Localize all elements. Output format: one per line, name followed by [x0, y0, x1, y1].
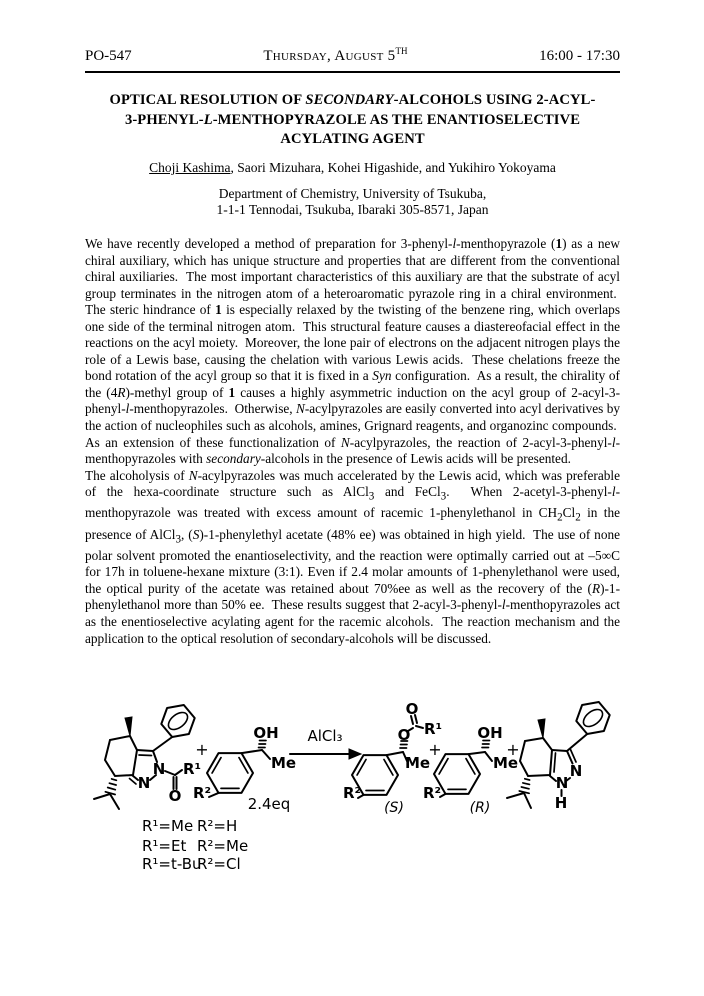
abstract-paragraph-2: The alcoholysis of N-acylpyrazoles was much accelerated by the Lewis acid, which was preferable of the hexa-coordinate structure such as AlCl$_3$ and FeCl$_3$. When 2-acetyl-3-phenyl-l-menthopyrazole was treated with excess amount of racemic 1-phenylethanol in $CH_2Cl_2$ in the presence of AlCl$_3$, (S)-1-phenylethyl acetate (48% ee) was obtained in high yield. The use of none polar solvent promoted the enantioselectivity, and the reaction were optimally carried out at –5∞C for 17h in toluene-hexane mixture (3:1). Even if 2.4 molar amounts of 1-phenylethanol were used, the optical purity of the acetate was retained about 70%ee as well as the recovery of the (R)-1-phenylethanol more than 50% ee. These results suggest that 2-acyl-3-phenyl-l-menthopyrazoles act as the enentioselective acylating agent for the racemic alcohols. The reaction mechanism and the application to the optical resolution of secondary-alcohols will be discussed. — [85, 467, 621, 646]
legend-r2-row2: R²=Me — [197, 837, 249, 855]
me-label: Me — [405, 754, 431, 772]
nh-h-label: H — [554, 794, 568, 812]
legend-r1-row3: R¹=t-Bu — [142, 855, 202, 873]
r-group-legend — [142, 817, 248, 873]
abstract-body — [85, 236, 620, 647]
methyl-wedge — [538, 719, 545, 738]
abstract-paragraph-1: We have recently developed a method of preparation for 3-phenyl-l-menthopyrazole (1) as a new chiral auxiliary, which has unique structure and properties that are different from the conventional chiral auxiliaries. The most important characteristics of this auxiliary are that the substrate of acyl group terminates in the nitrogen atom of a heteroaromatic pyrazole ring in a chiral environment. The steric hindrance of 1 is especially relaxed by the twisting of the benzene ring, which overlaps one side of the terminal nitrogen atom. This structural feature causes a diastereofacial effect in the reactions on the acyl moiety. Moreover, the lone pair of electrons on the adjacent nitrogen plays the role of a Lewis base, causing the chelation with various Lewis acids. These chelations freeze the bond rotation of the acyl group so that it is fixed in a Syn configuration. As a result, the chirality of the (4R)-methyl group of 1 causes a highly asymmetric induction on the acyl group of 2-acyl-3-phenyl-l-menthopyrazoles. Otherwise, N-acylpyrazoles are easily converted into acyl derivatives by the action of nucleophiles such as alcohols, amines, Grignard reagents, and organozinc compounds. As an extension of these functionalization of N-acylpyrazoles, the reaction of 2-acyl-3-phenyl-l-menthopyrazoles with secondary-alcohols in the presence of Lewis acids will be presented. — [85, 236, 620, 467]
r2-label: R² — [192, 784, 212, 802]
reactant-phenylethanol — [193, 724, 296, 813]
carbonyl-o-label: O — [405, 700, 419, 718]
me-label: Me — [493, 754, 519, 772]
oh-label: OH — [477, 724, 503, 742]
reaction-scheme — [75, 688, 635, 893]
paper-title: OPTICAL RESOLUTION OF SECONDARY-ALCOHOLS USING 2-ACYL- 3-PHENYL-L-MENTHOPYRAZOLE AS THE ENANTIOSELECTIVE ACYLATING AGENT — [109, 92, 596, 147]
r1-label: R¹ — [183, 760, 202, 778]
r2-label: R² — [342, 784, 362, 802]
affiliation-line-1: Department of Chemistry, University of Tsukuba, — [218, 186, 487, 201]
legend-r1-row2: R¹=Et — [142, 837, 187, 855]
reagent-label: AlCl₃ — [307, 727, 343, 745]
ester-o-label: O — [397, 726, 411, 744]
page-header — [85, 46, 620, 73]
product-pyrazole — [507, 702, 610, 812]
session-time: 16:00 - 17:30 — [539, 48, 620, 64]
n2-label: N — [569, 762, 583, 780]
session-date: Thursday, August 5TH — [263, 46, 408, 64]
r2-label: R² — [422, 784, 442, 802]
oh-label: OH — [253, 724, 279, 742]
date-ordinal: TH — [395, 46, 408, 56]
plus-sign: + — [506, 740, 520, 759]
reaction-scheme-svg — [75, 688, 635, 888]
r1-label: R¹ — [424, 720, 443, 738]
session-code: PO-547 — [85, 48, 132, 64]
plus-sign: + — [195, 740, 209, 759]
reaction-arrow — [290, 727, 361, 759]
aromatic-circle — [580, 706, 605, 730]
legend-r2-row1: R²=H — [197, 817, 238, 835]
methyl-wedge — [125, 717, 132, 736]
authors-line: Choji Kashima, Saori Mizuhara, Kohei Higashide, and Yukihiro Yokoyama — [149, 160, 556, 175]
phenyl-ring — [161, 705, 194, 737]
stereo-r-label: (R) — [469, 800, 491, 816]
reactant-acylpyrazole — [94, 705, 201, 809]
me-label: Me — [271, 754, 297, 772]
n2-label: N — [152, 760, 166, 778]
equivalents-label: 2.4eq — [247, 795, 291, 813]
affiliation — [85, 186, 620, 218]
affiliation-line-2: 1-1-1 Tennodai, Tsukuba, Ibaraki 305-8571, Japan — [216, 202, 489, 217]
arrowhead — [349, 749, 361, 759]
plus-sign: + — [428, 740, 442, 759]
stereo-s-label: (S) — [384, 800, 404, 816]
n1-label: N — [137, 774, 151, 792]
legend-r2-row3: R²=Cl — [197, 855, 241, 873]
carbonyl-o-label: O — [168, 787, 182, 805]
legend-r1-row1: R¹=Me — [142, 817, 194, 835]
phenyl-ring — [576, 702, 609, 734]
n1-label: N — [555, 774, 569, 792]
aromatic-circle — [165, 709, 190, 733]
